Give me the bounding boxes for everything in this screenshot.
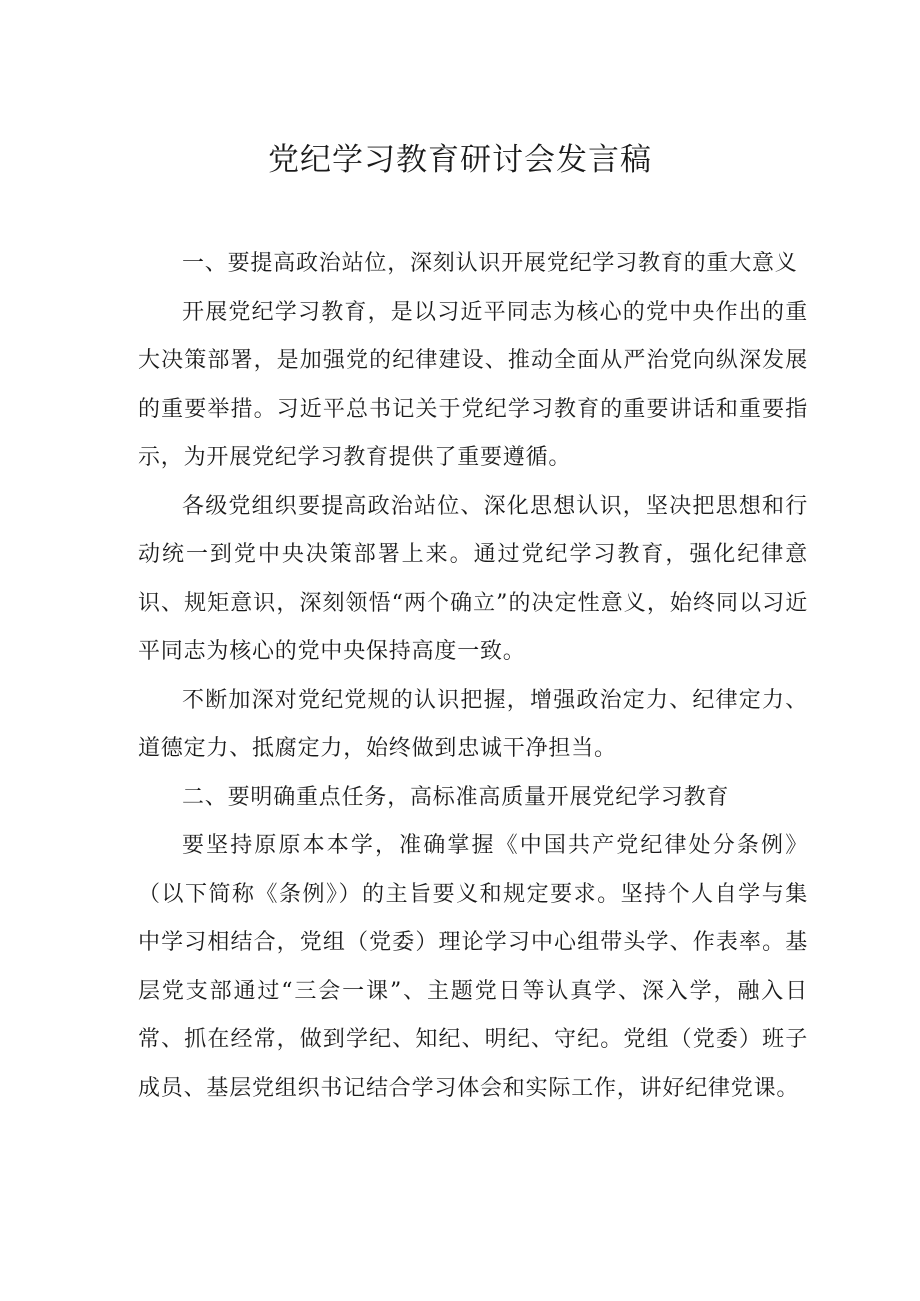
paragraph: 要坚持原原本本学，准确掌握《中国共产党纪律处分条例》（以下简称《条例》）的主旨要义和规定要求。坚持个人自学与集中学习相结合，党组（党委）理论学习中心组带头学、作表率。基层党支部通过“三会一课”、主题党日等认真学、深入学，融入日常、抓在经常，做到学纪、知纪、明纪、守纪。党组（党委）班子成员、基层党组织书记结合学习体会和实际工作，讲好纪律党课。 — [138, 833, 808, 1101]
paragraph: 不断加深对党纪党规的认识把握，增强政治定力、纪律定力、道德定力、抵腐定力，始终做到忠诚干净担当。 — [138, 687, 808, 761]
paragraph: 各级党组织要提高政治站位、深化思想认识，坚决把思想和行动统一到党中央决策部署上来。通过党纪学习教育，强化纪律意识、规矩意识，深刻领悟“两个确立”的决定性意义，始终同以习近平同志为核心的党中央保持高度一致。 — [138, 493, 808, 664]
section-heading-1: 一、要提高政治站位，深刻认识开展党纪学习教育的重大意义 — [182, 251, 798, 276]
document-title: 党纪学习教育研讨会发言稿 — [268, 142, 652, 178]
document-body — [138, 240, 808, 1113]
paragraph: 开展党纪学习教育，是以习近平同志为核心的党中央作出的重大决策部署，是加强党的纪律建设、推动全面从严治党向纵深发展的重要举措。习近平总书记关于党纪学习教育的重要讲话和重要指示，为开展党纪学习教育提供了重要遵循。 — [138, 299, 808, 470]
section-heading-2: 二、要明确重点任务，高标准高质量开展党纪学习教育 — [182, 784, 730, 810]
